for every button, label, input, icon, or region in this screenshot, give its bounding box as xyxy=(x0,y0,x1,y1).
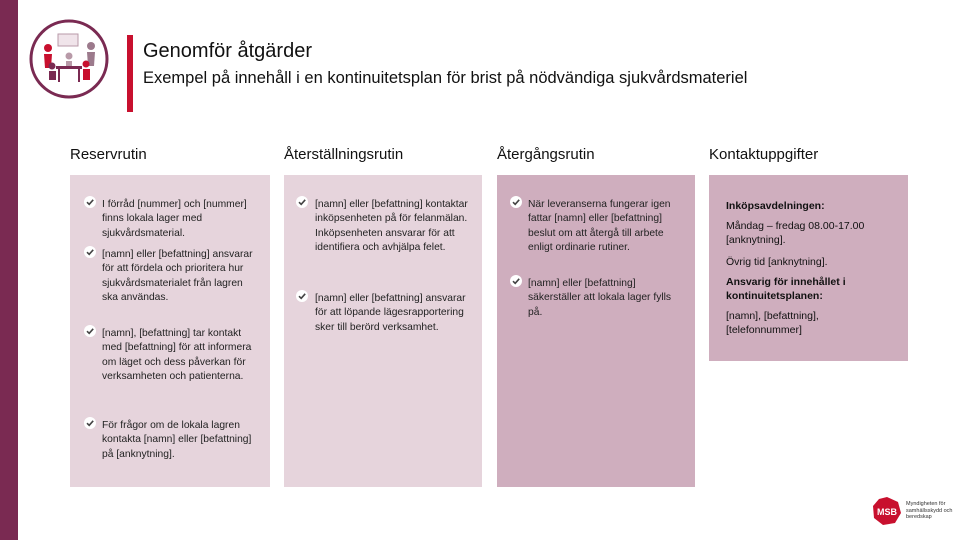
checkmark-icon xyxy=(296,196,308,208)
contact-responsible-details: [namn], [befattning], [telefonnummer] xyxy=(726,310,819,336)
contact-other-time: Övrig tid [anknytning]. xyxy=(726,256,828,268)
contact-heading-responsible: Ansvarig för innehållet i kontinuitetsplanen: xyxy=(726,276,846,302)
list-item: [namn] eller [befattning] ansvarar för att fördela och prioritera hur sjukvårdsmaterialet från lagren ska användas. xyxy=(102,249,253,304)
contact-heading-inkop: Inköpsavdelningen: xyxy=(726,200,825,212)
list-item: [namn] eller [befattning] ansvarar för att löpande lägesrapportering sker till berörd verksamhet. xyxy=(315,293,466,333)
title-accent-bar xyxy=(127,35,133,112)
list-item: När leveranserna fungerar igen fattar [namn] eller [befattning] beslut om att återgå till arbete enligt ordinarie rutiner. xyxy=(528,199,671,254)
column-heading-reservrutin: Reservrutin xyxy=(70,146,147,163)
msb-logo xyxy=(872,496,902,526)
list-item: [namn] eller [befattning] säkerställer att lokala lager fylls på. xyxy=(528,278,672,318)
people-collaboration-icon xyxy=(28,18,110,100)
checkmark-icon xyxy=(296,290,308,302)
checkmark-icon xyxy=(84,325,96,337)
list-item: I förråd [nummer] och [nummer] finns lokala lager med sjukvårdsmaterial. xyxy=(102,199,247,239)
checkmark-icon xyxy=(510,275,522,287)
list-item: [namn] eller [befattning] kontaktar inköpsenheten på för felanmälan. Inköpsenheten ansvarar för att identifiera och avhjälpa felet. xyxy=(315,199,468,254)
checkmark-icon xyxy=(84,196,96,208)
msb-logo-text: Myndigheten för samhällsskydd och beredskap xyxy=(906,501,953,520)
column-heading-atergangsrutin: Återgångsrutin xyxy=(497,146,595,163)
checkmark-icon xyxy=(510,196,522,208)
list-item: För frågor om de lokala lagren kontakta [namn] eller [befattning] på [anknytning]. xyxy=(102,420,252,460)
left-accent-band xyxy=(0,0,18,540)
contact-hours: Måndag – fredag 08.00-17.00 [anknytning]. xyxy=(726,220,865,246)
list-item: [namn], [befattning] tar kontakt med [befattning] för att informera om läget och dess påverkan för verksamheten och patienterna. xyxy=(102,328,252,383)
column-heading-kontaktuppgifter: Kontaktuppgifter xyxy=(709,146,819,163)
checkmark-icon xyxy=(84,417,96,429)
page-subtitle: Exempel på innehåll i en kontinuitetsplan för brist på nödvändiga sjukvårdsmateriel xyxy=(143,69,748,87)
column-heading-aterstallningsrutin: Återställningsrutin xyxy=(284,146,404,163)
svg-text:MSB: MSB xyxy=(877,507,897,517)
page-title: Genomför åtgärder xyxy=(143,40,312,62)
checkmark-icon xyxy=(84,246,96,258)
